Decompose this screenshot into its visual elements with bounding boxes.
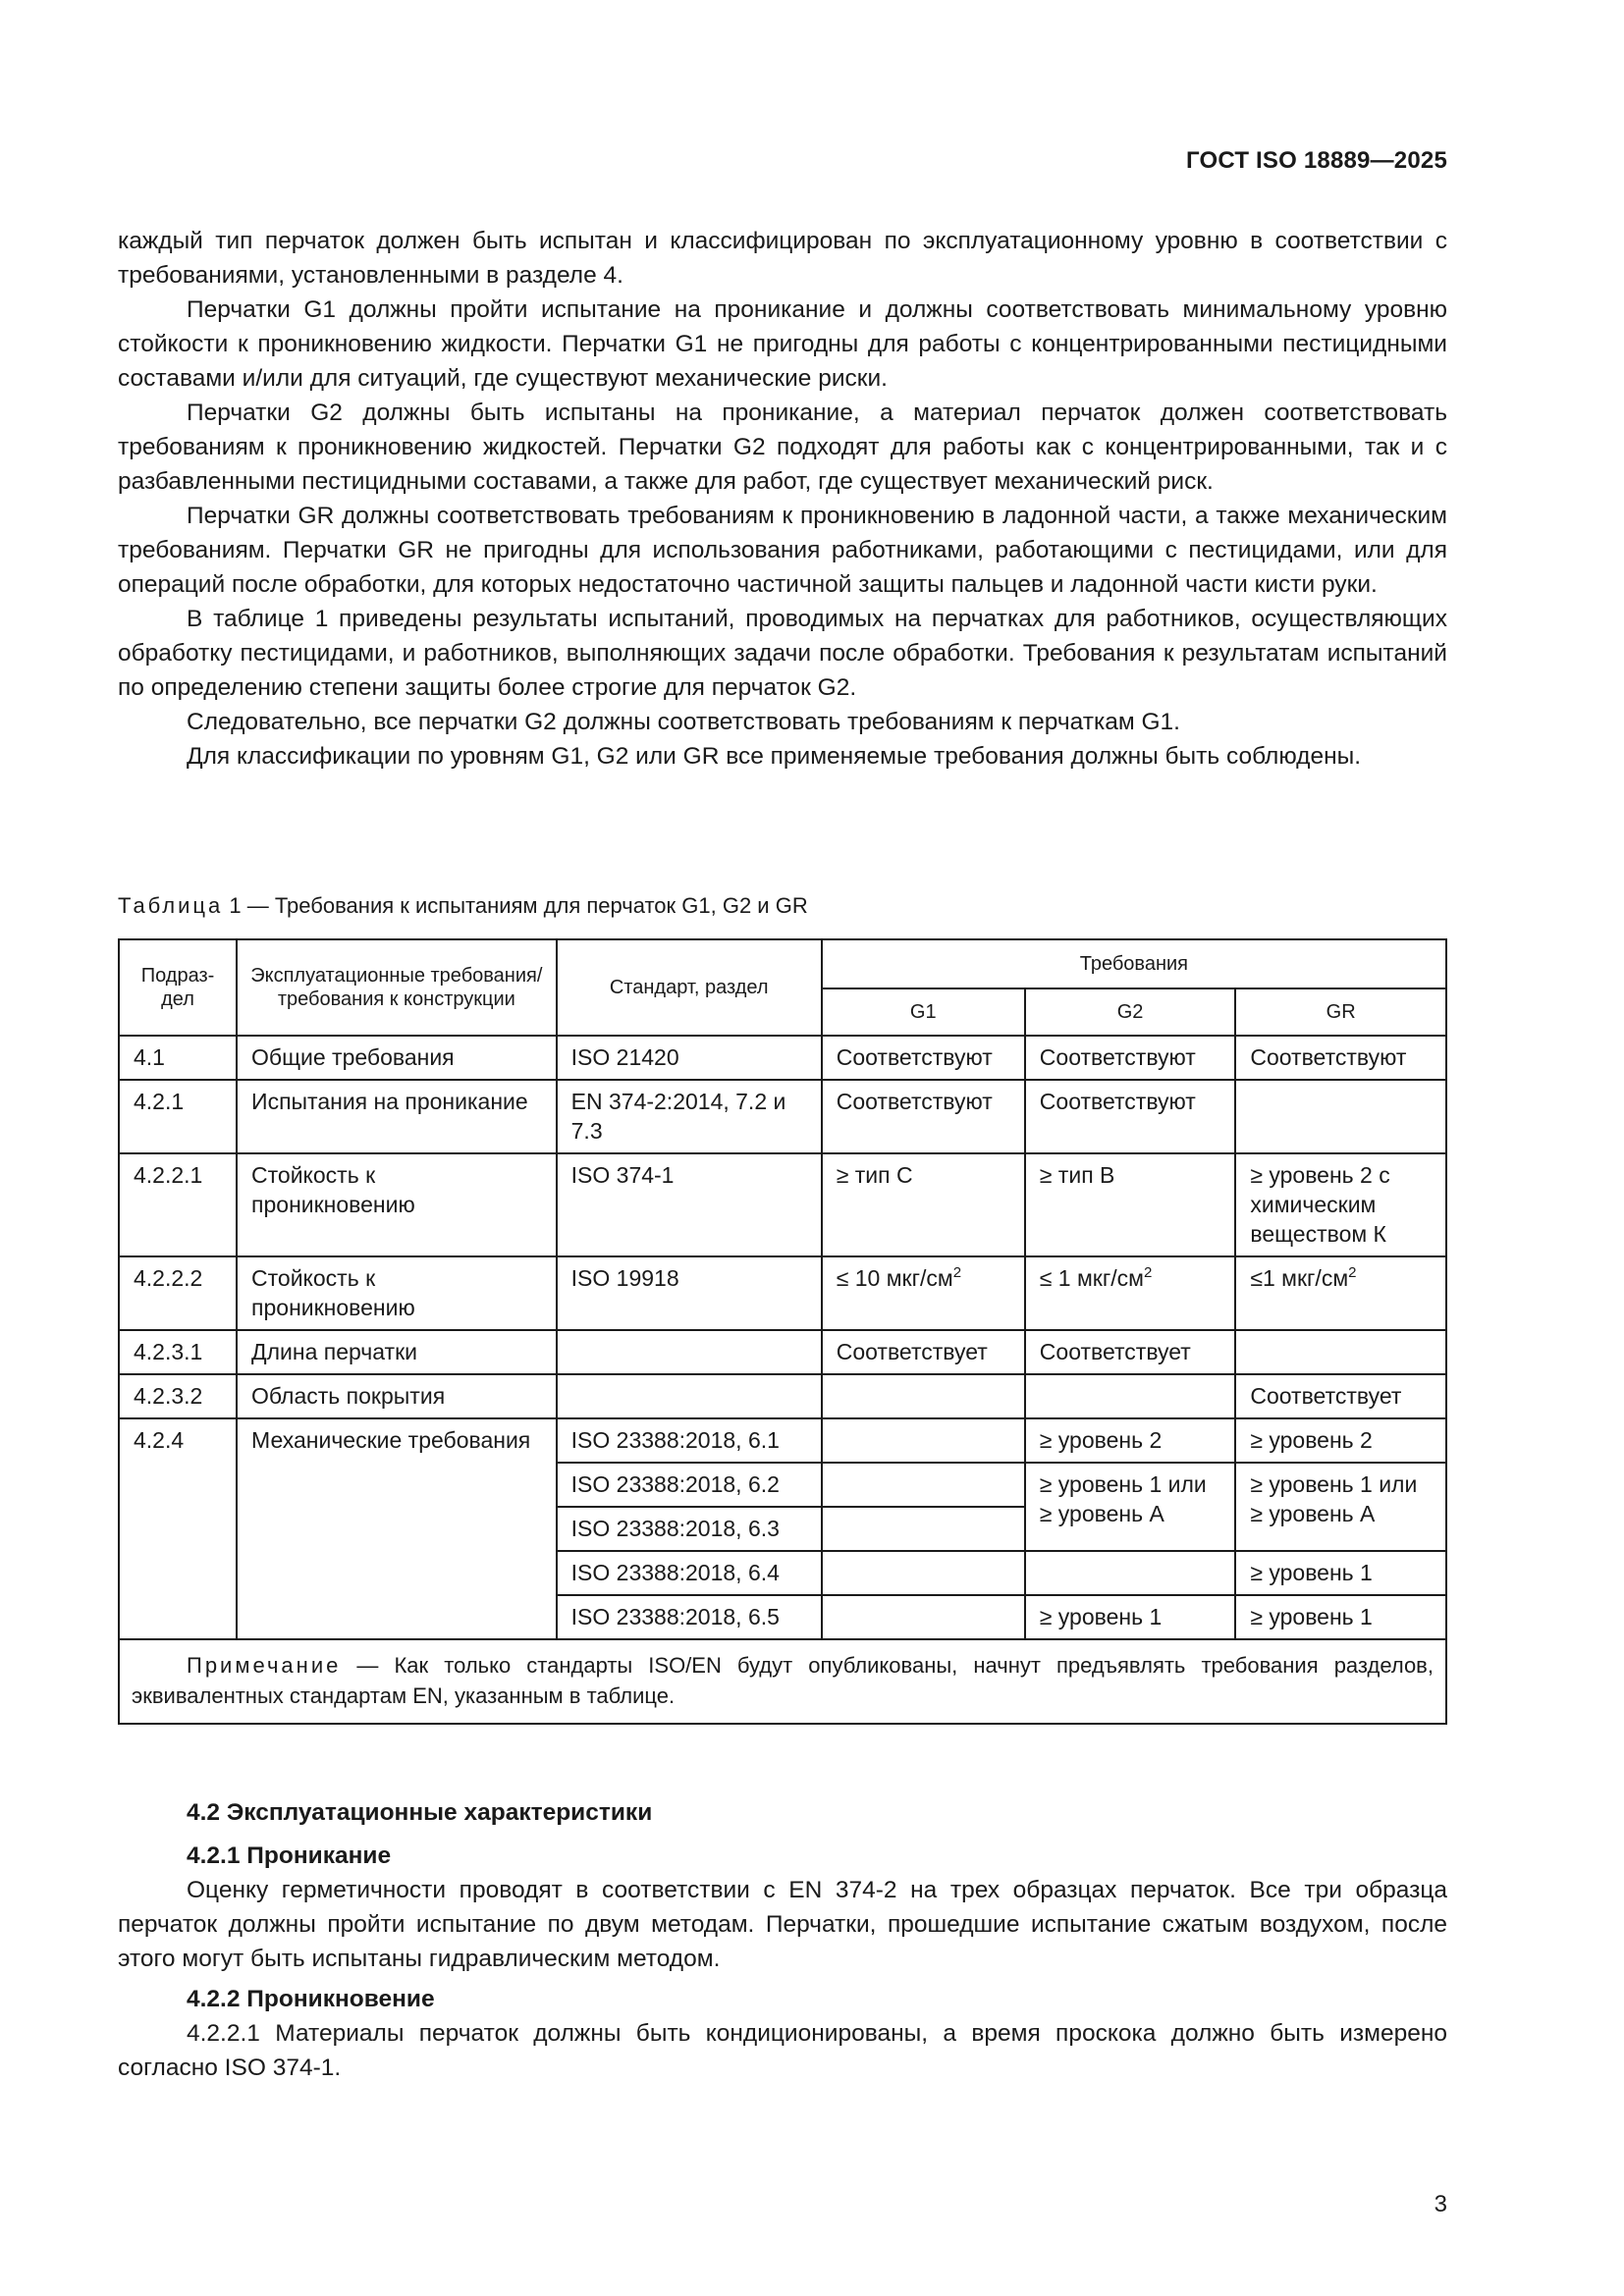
cell-gr: ≥ уровень 2 <box>1235 1418 1446 1463</box>
cell-g2 <box>1025 1374 1236 1418</box>
cell-requirement: Область покрытия <box>237 1374 557 1418</box>
cell-g1: Соответствуют <box>822 1036 1025 1080</box>
cell-g2: ≥ уровень 2 <box>1025 1418 1236 1463</box>
body-text <box>118 224 1447 774</box>
table-caption-text: 1 — Требования к испытаниям для перчаток G1, G2 и GR <box>229 893 808 918</box>
cell-requirement: Испытания на проникание <box>237 1080 557 1153</box>
paragraph: 4.2.2.1 Материалы перчаток должны быть кондиционированы, а время проскока должно быть измерено согласно ISO 374-1. <box>118 2020 1447 2081</box>
paragraph: Оценку герметичности проводят в соответствии с EN 374-2 на трех образцах перчаток. Все три образца перчаток должны пройти испытание по двум методам. Перчатки, прошедшие испытание сжатым воздухом, после этого могут быть испытаны гидравлическим методом. <box>118 1877 1447 1972</box>
cell-gr <box>1235 1080 1446 1153</box>
paragraph: Перчатки G1 должны пройти испытание на проникание и должны соответствовать минимальному уровню стойкости к проникновению жидкости. Перчатки G1 не пригодны для работы с концентрированными пестицидными составами и/или для ситуаций, где существуют механические риски. <box>118 296 1447 392</box>
cell-g2: Соответствуют <box>1025 1036 1236 1080</box>
cell-g2 <box>1025 1551 1236 1595</box>
cell-standard: ISO 21420 <box>557 1036 822 1080</box>
table-row <box>119 1080 1446 1153</box>
cell-subsection: 4.2.1 <box>119 1080 237 1153</box>
cell-g2: Соответствует <box>1025 1330 1236 1374</box>
cell-gr <box>1235 1330 1446 1374</box>
cell-g2: ≥ уровень 1 <box>1025 1595 1236 1639</box>
subsection-heading: 4.2.2 Проникновение <box>187 1986 435 2012</box>
table-row <box>119 1036 1446 1080</box>
paragraph: Для классификации по уровням G1, G2 или GR все применяемые требования должны быть соблюдены. <box>187 743 1362 770</box>
cell-g1 <box>822 1256 1025 1330</box>
table-row <box>119 1330 1446 1374</box>
table-caption <box>118 891 808 921</box>
cell-standard: ISO 23388:2018, 6.4 <box>557 1551 822 1595</box>
cell-gr: ≥ уровень 1 или ≥ уровень А <box>1235 1463 1446 1551</box>
cell-g2: ≥ уровень 1 или ≥ уровень А <box>1025 1463 1236 1551</box>
cell-g2: ≥ тип В <box>1025 1153 1236 1256</box>
cell-gr: ≥ уровень 1 <box>1235 1595 1446 1639</box>
paragraph: Следовательно, все перчатки G2 должны соответствовать требованиям к перчаткам G1. <box>187 709 1180 735</box>
page-number: 3 <box>1434 2191 1447 2217</box>
cell-subsection: 4.2.2.1 <box>119 1153 237 1256</box>
cell-g1 <box>822 1507 1025 1551</box>
cell-standard: ISO 23388:2018, 6.2 <box>557 1463 822 1507</box>
cell-g1 <box>822 1595 1025 1639</box>
table-row <box>119 1374 1446 1418</box>
cell-standard <box>557 1374 822 1418</box>
cell-subsection: 4.2.2.2 <box>119 1256 237 1330</box>
cell-g1 <box>822 1551 1025 1595</box>
note-text: — Как только стандарты ISO/EN будут опубликованы, начнут предъявлять требования разделов, эквивалентных стандартам EN, указанным в таблице. <box>132 1653 1434 1708</box>
cell-gr: ≥ уровень 1 <box>1235 1551 1446 1595</box>
cell-subsection: 4.2.3.2 <box>119 1374 237 1418</box>
paragraph: В таблице 1 приведены результаты испытаний, проводимых на перчатках для работников, осуществляющих обработку пестицидами, и работников, выполняющих задачи после обработки. Требования к результатам испытаний по определению степени защиты более строгие для перчаток G2. <box>118 606 1447 701</box>
cell-subsection: 4.1 <box>119 1036 237 1080</box>
header-g2: G2 <box>1025 988 1236 1036</box>
table-row <box>119 1256 1446 1330</box>
cell-gr: Соответствует <box>1235 1374 1446 1418</box>
section-4-2 <box>118 1795 1447 2085</box>
superscript-2: 2 <box>952 1264 962 1281</box>
paragraph: Перчатки GR должны соответствовать требованиям к проникновению в ладонной части, а также механическим требованиям. Перчатки GR не пригодны для использования работниками, работающими с пестицидами, или для операций после обработки, для которых недостаточно частичной защиты пальцев и ладонной части кисти руки. <box>118 503 1447 598</box>
header-standard: Стандарт, раздел <box>557 939 822 1036</box>
cell-g2: Соответствуют <box>1025 1080 1236 1153</box>
cell-requirement: Общие требования <box>237 1036 557 1080</box>
paragraph: каждый тип перчаток должен быть испытан и классифицирован по эксплуатационному уровню в соответствии с требованиями, установленными в разделе 4. <box>118 228 1447 289</box>
cell-g1 <box>822 1463 1025 1507</box>
header-requirements: Требования <box>822 939 1446 988</box>
cell-standard: ISO 23388:2018, 6.1 <box>557 1418 822 1463</box>
cell-subsection: 4.2.4 <box>119 1418 237 1639</box>
cell-g1: Соответствует <box>822 1330 1025 1374</box>
cell-standard: ISO 23388:2018, 6.5 <box>557 1595 822 1639</box>
superscript-2: 2 <box>1143 1264 1153 1281</box>
cell-g1-value: ≤ 10 мкг/см <box>836 1265 953 1291</box>
cell-requirement: Стойкость к проникновению <box>237 1153 557 1256</box>
cell-gr-value: ≤1 мкг/см <box>1250 1265 1349 1291</box>
cell-g1: ≥ тип С <box>822 1153 1025 1256</box>
cell-standard: ISO 19918 <box>557 1256 822 1330</box>
header-subsection: Подраз-дел <box>119 939 237 1036</box>
requirements-table <box>118 938 1447 1725</box>
cell-requirement: Стойкость к проникновению <box>237 1256 557 1330</box>
cell-g1 <box>822 1418 1025 1463</box>
cell-g2-value: ≤ 1 мкг/см <box>1039 1265 1144 1291</box>
subsection-heading: 4.2.1 Проникание <box>187 1842 392 1869</box>
table-row <box>119 1153 1446 1256</box>
note-label: Примечание <box>187 1653 342 1678</box>
superscript-2: 2 <box>1348 1264 1357 1281</box>
cell-standard: ISO 23388:2018, 6.3 <box>557 1507 822 1551</box>
header-g1: G1 <box>822 988 1025 1036</box>
paragraph: Перчатки G2 должны быть испытаны на проникание, а материал перчаток должен соответствовать требованиям к проникновению жидкостей. Перчатки G2 подходят для работы как с концентрированными, так и с разбавленными пестицидными составами, а также для работ, где существует механический риск. <box>118 400 1447 495</box>
section-heading: 4.2 Эксплуатационные характеристики <box>187 1799 653 1826</box>
cell-g1: Соответствуют <box>822 1080 1025 1153</box>
document-id-header: ГОСТ ISO 18889—2025 <box>1186 147 1447 174</box>
table-note <box>119 1639 1446 1724</box>
cell-standard <box>557 1330 822 1374</box>
header-gr: GR <box>1235 988 1446 1036</box>
cell-standard: ISO 374-1 <box>557 1153 822 1256</box>
cell-requirement: Длина перчатки <box>237 1330 557 1374</box>
table-row <box>119 1418 1446 1463</box>
table-caption-label: Таблица <box>118 893 224 918</box>
cell-g1 <box>822 1374 1025 1418</box>
cell-requirement: Механические требования <box>237 1418 557 1639</box>
cell-standard: EN 374-2:2014, 7.2 и 7.3 <box>557 1080 822 1153</box>
cell-gr <box>1235 1256 1446 1330</box>
cell-g2 <box>1025 1256 1236 1330</box>
table-note-row <box>119 1639 1446 1724</box>
header-requirements-performance: Эксплуатационные требования/требования к конструкции <box>237 939 557 1036</box>
cell-subsection: 4.2.3.1 <box>119 1330 237 1374</box>
cell-gr: ≥ уровень 2 с химическим веществом К <box>1235 1153 1446 1256</box>
cell-gr: Соответствуют <box>1235 1036 1446 1080</box>
